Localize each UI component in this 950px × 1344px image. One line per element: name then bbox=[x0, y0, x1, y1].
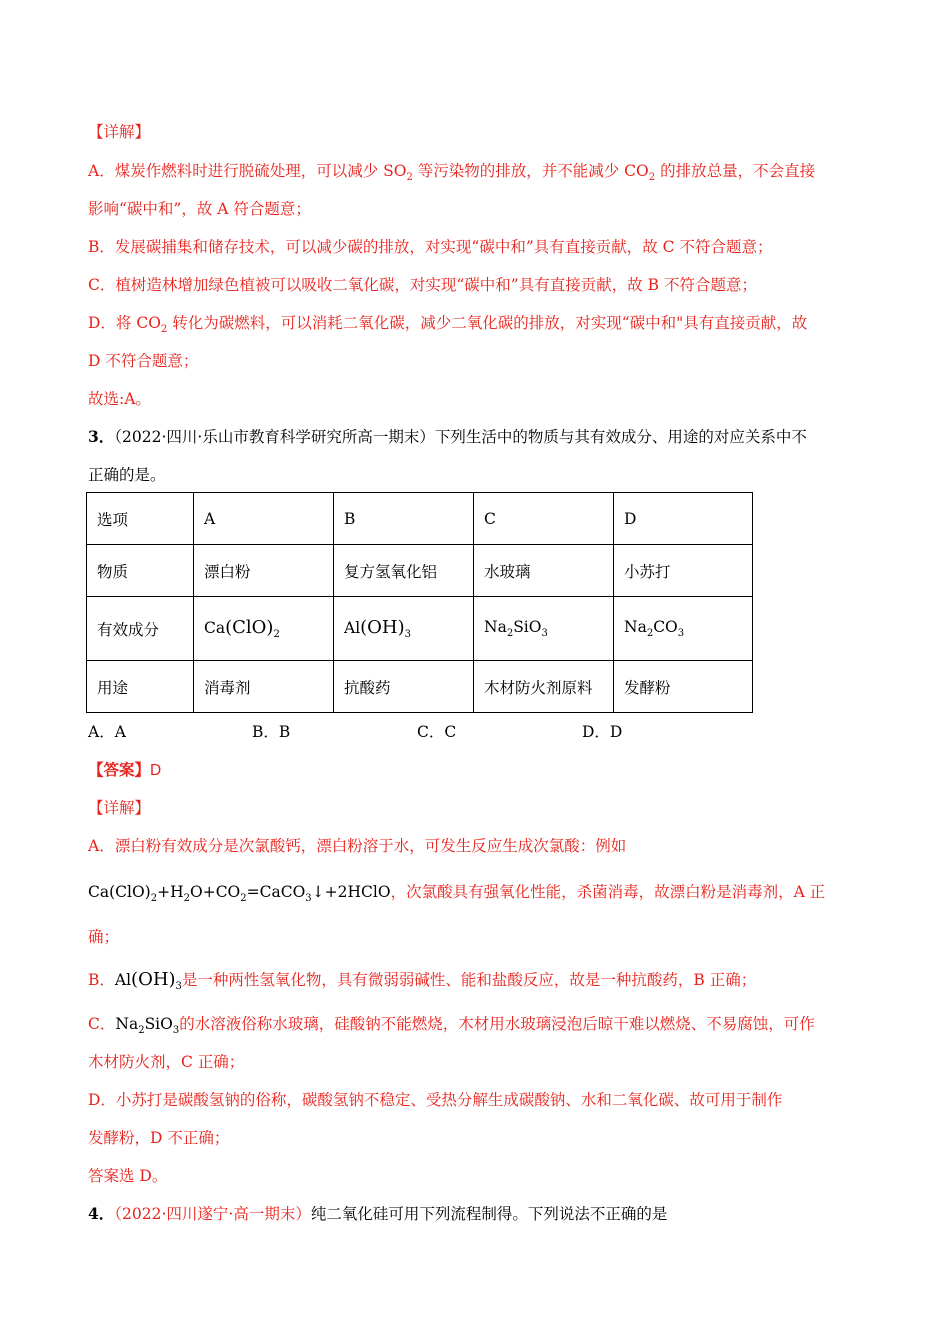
detail-1-option-a: A．煤炭作燃料时进行脱硫处理，可以减少 $SO_2$ 等污染物的排放，并不能减少 $CO_2$ 的排放总量，不会直接 bbox=[88, 162, 816, 183]
table-cell: C bbox=[474, 493, 614, 545]
table-cell: 选项 bbox=[87, 493, 194, 545]
table-cell: 发酵粉 bbox=[614, 661, 753, 713]
detail-3-option-a: A．漂白粉有效成分是次氯酸钙，漂白粉溶于水，可发生反应生成次氯酸：例如 bbox=[88, 837, 627, 855]
table-cell: 消毒剂 bbox=[194, 661, 334, 713]
detail-heading-3: 【详解】 bbox=[88, 799, 151, 817]
table-cell: $Ca(ClO)_2$ bbox=[194, 597, 334, 661]
table-cell: 漂白粉 bbox=[194, 545, 334, 597]
question-3-table bbox=[86, 492, 753, 713]
table-cell: B bbox=[334, 493, 474, 545]
table-row bbox=[87, 597, 753, 661]
table-row bbox=[87, 493, 753, 545]
detail-1-option-c: C．植树造林增加绿色植被可以吸收二氧化碳，对实现“碳中和”具有直接贡献，故 B 不符合题意； bbox=[88, 276, 757, 294]
table-cell: 抗酸药 bbox=[334, 661, 474, 713]
table-cell: $Al(OH)_3$ bbox=[334, 597, 474, 661]
detail-1-option-d-cont: D 不符合题意； bbox=[88, 352, 199, 370]
answer-line: 【答案】D bbox=[88, 760, 162, 779]
detail-3-option-d-cont: 发酵粉，D 不正确； bbox=[88, 1129, 230, 1147]
table-cell: 有效成分 bbox=[87, 597, 194, 661]
table-cell: 小苏打 bbox=[614, 545, 753, 597]
detail-3-conclusion: 答案选 D。 bbox=[88, 1167, 168, 1185]
option-c: C．C bbox=[417, 723, 457, 741]
detail-3-option-d: D．小苏打是碳酸氢钠的俗称，碳酸氢钠不稳定、受热分解生成碳酸钠、水和二氧化碳、故可用于制作 bbox=[88, 1091, 783, 1109]
table-cell: D bbox=[614, 493, 753, 545]
table-cell: 木材防火剂原料 bbox=[474, 661, 614, 713]
detail-3-option-c-cont: 木材防火剂，C 正确； bbox=[88, 1053, 245, 1071]
option-b: B．B bbox=[252, 723, 291, 741]
table-row bbox=[87, 661, 753, 713]
table-cell: 用途 bbox=[87, 661, 194, 713]
table-cell: 复方氢氧化铝 bbox=[334, 545, 474, 597]
table-cell: $Na_2SiO_3$ bbox=[474, 597, 614, 661]
table-row bbox=[87, 545, 753, 597]
option-d: D．D bbox=[582, 723, 623, 741]
option-a: A．A bbox=[88, 723, 126, 741]
table-cell: 水玻璃 bbox=[474, 545, 614, 597]
chemical-equation: $Ca(ClO)_2+H_2O+CO_2=CaCO_3↓+2HClO$ bbox=[88, 883, 391, 904]
table-cell: $Na_2CO_3$ bbox=[614, 597, 753, 661]
detail-1-conclusion: 故选:A。 bbox=[88, 390, 151, 408]
question-3-stem: 3．（2022·四川·乐山市教育科学研究所高一期末）下列生活中的物质与其有效成分、用途的对应关系中不 bbox=[88, 427, 807, 446]
detail-1-option-d: D．将 $CO_2$ 转化为碳燃料，可以消耗二氧化碳，减少二氧化碳的排放，对实现“碳中和"具有直接贡献，故 bbox=[88, 314, 808, 335]
question-4-stem: 4．（2022·四川遂宁·高一期末）纯二氧化硅可用下列流程制得。下列说法不正确的是 bbox=[88, 1204, 668, 1223]
detail-heading-1: 【详解】 bbox=[88, 123, 151, 141]
detail-3-option-a-cont: 确； bbox=[88, 928, 120, 946]
table-cell: 物质 bbox=[87, 545, 194, 597]
detail-3-option-b: B．$Al(OH)_3$是一种两性氢氧化物，具有微弱弱碱性、能和盐酸反应，故是一种抗酸药，B 正确； bbox=[88, 969, 757, 992]
table-cell: A bbox=[194, 493, 334, 545]
question-3-stem-cont: 正确的是。 bbox=[88, 466, 166, 484]
detail-1-option-b: B．发展碳捕集和储存技术，可以减少碳的排放，对实现“碳中和”具有直接贡献，故 C 不符合题意； bbox=[88, 238, 773, 256]
detail-1-option-a-cont: 影响“碳中和”，故 A 符合题意； bbox=[88, 200, 311, 218]
detail-3-option-c: C．$Na_2SiO_3$的水溶液俗称水玻璃，硅酸钠不能燃烧，木材用水玻璃浸泡后晾干难以燃烧、不易腐蚀，可作 bbox=[88, 1015, 815, 1036]
detail-3-equation-line: $Ca(ClO)_2+H_2O+CO_2=CaCO_3↓+2HClO$，次氯酸具有强氧化性能，杀菌消毒，故漂白粉是消毒剂，A 正 bbox=[88, 883, 826, 904]
